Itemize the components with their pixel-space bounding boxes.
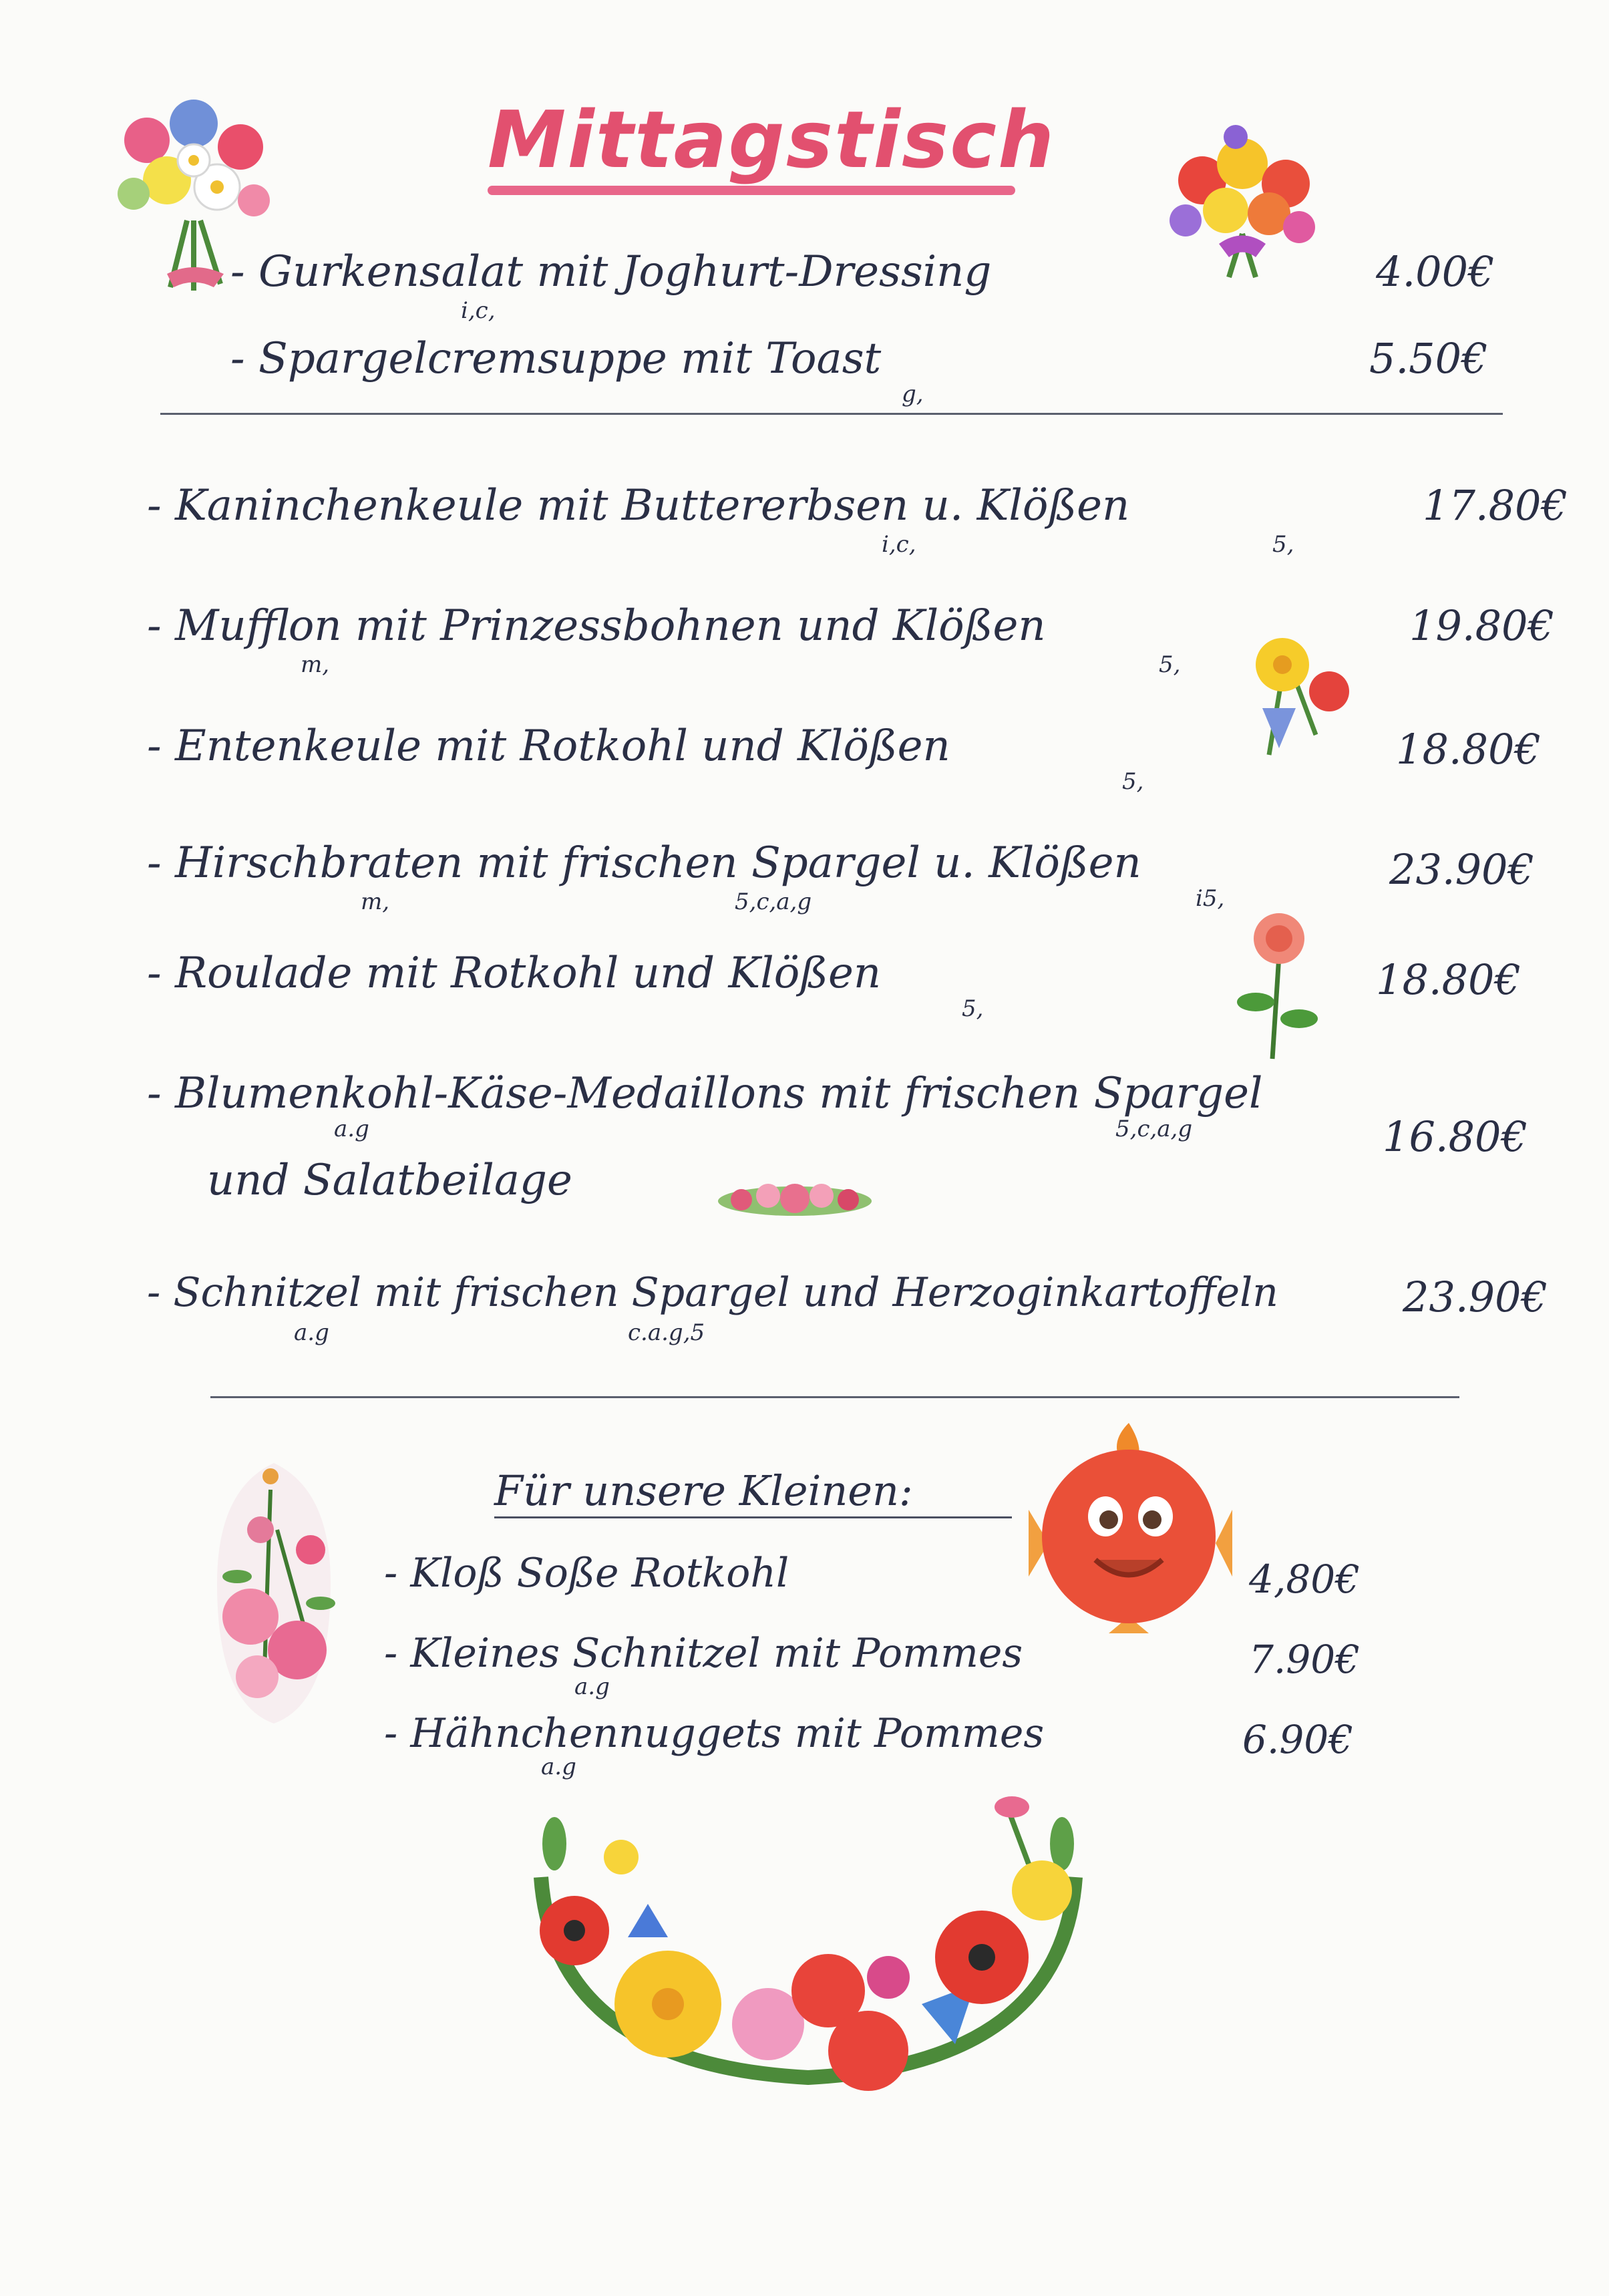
menu-item-name: - Blumenkohl-Käse-Medaillons mit frischen Spargel	[147, 1069, 1263, 1118]
kids-item-price: 4,80€	[1249, 1556, 1361, 1602]
flower-wreath-icon	[514, 1784, 1102, 2118]
menu-item-price: 16.80€	[1383, 1112, 1528, 1161]
allergen-note: 5,	[1122, 768, 1144, 795]
menu-title: Mittagstisch	[488, 94, 1056, 186]
menu-item-name: - Spargelcremsuppe mit Toast	[230, 334, 882, 383]
allergen-note: g,	[902, 381, 924, 407]
section-divider	[210, 1396, 1459, 1398]
section-divider	[160, 413, 1503, 415]
allergen-note: m,	[301, 651, 330, 678]
kids-section-title: Für unsere Kleinen:	[494, 1466, 913, 1515]
allergen-note: 5,c,a,g	[1115, 1116, 1193, 1142]
allergen-note: a.g	[294, 1319, 329, 1346]
allergen-note: 5,	[1159, 651, 1181, 678]
allergen-note: i5,	[1196, 885, 1225, 912]
title-underline	[488, 186, 1015, 195]
floral-strip-icon	[715, 1176, 875, 1222]
menu-item-name: - Gurkensalat mit Joghurt-Dressing	[230, 247, 992, 297]
menu-item-price: 18.80€	[1396, 725, 1541, 774]
allergen-note: a.g	[574, 1673, 610, 1700]
kids-item-name: - Kloß Soße Rotkohl	[384, 1550, 789, 1597]
menu-item-price: 23.90€	[1403, 1273, 1548, 1321]
allergen-note: 5,	[1272, 531, 1294, 558]
menu-item-price: 5.50€	[1369, 334, 1488, 383]
flower-icon	[1242, 628, 1356, 762]
allergen-note: 5,	[962, 995, 984, 1022]
flower-bouquet-icon	[1162, 127, 1322, 281]
allergen-note: 5,c,a,g	[735, 888, 812, 915]
menu-item-price: 17.80€	[1423, 481, 1568, 530]
allergen-note: m,	[361, 888, 390, 915]
menu-item-price: 4.00€	[1376, 247, 1495, 296]
allergen-note: i,c,	[882, 531, 916, 558]
menu-item-name: - Mufflon mit Prinzessbohnen und Klößen	[147, 601, 1046, 651]
rose-icon	[1229, 909, 1322, 1062]
menu-item-price: 18.80€	[1376, 955, 1521, 1004]
fish-icon	[1022, 1410, 1236, 1637]
kids-item-name: - Hähnchennuggets mit Pommes	[384, 1710, 1045, 1757]
allergen-note: c.a.g,5	[628, 1319, 705, 1346]
allergen-note: a.g	[541, 1754, 576, 1780]
kids-item-price: 6.90€	[1242, 1717, 1354, 1762]
allergen-note: a.g	[334, 1116, 369, 1142]
kids-title-underline	[494, 1516, 1012, 1518]
menu-item-price: 23.90€	[1389, 845, 1534, 894]
menu-item-name-continued: und Salatbeilage	[207, 1156, 572, 1205]
kids-item-name: - Kleines Schnitzel mit Pommes	[384, 1630, 1023, 1677]
allergen-note: i,c,	[461, 297, 496, 324]
menu-item-name: - Kaninchenkeule mit Buttererbsen u. Klößen	[147, 481, 1130, 530]
menu-item-name: - Entenkeule mit Rotkohl und Klößen	[147, 721, 950, 771]
kids-item-price: 7.90€	[1249, 1637, 1361, 1682]
menu-item-name: - Hirschbraten mit frischen Spargel u. Klößen	[147, 838, 1141, 888]
menu-item-name: - Roulade mit Rotkohl und Klößen	[147, 949, 882, 998]
menu-item-name: - Schnitzel mit frischen Spargel und Herzoginkartoffeln	[147, 1269, 1278, 1316]
rose-bouquet-icon	[197, 1450, 351, 1730]
menu-item-price: 19.80€	[1409, 601, 1554, 650]
